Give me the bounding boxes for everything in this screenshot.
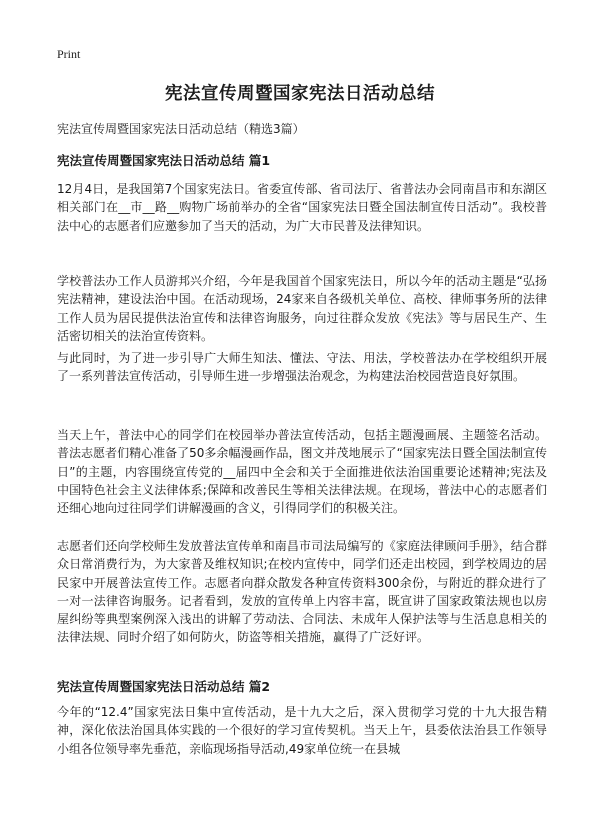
section-1-paragraph-3: 与此同时，为了进一步引导广大师生知法、懂法、守法、用法，学校普法办在学校组织开展了一系列普法宣传活动，引导师生进一步增强法治观念，为构建法治校园营造良好氛围。 (57, 351, 547, 384)
section-1-paragraph-1: 12月4日，是我国第7个国家宪法日。省委宣传部、省司法厅、省普法办会同南昌市和东湖区相关部门在__市__路__购物广场前举办的全省“国家宪法日暨全国法制宣传日活动”。我校普法中心的志愿者们应邀参加了当天的活动，为广大市民普及法律知识。 (57, 182, 547, 233)
print-link[interactable]: Print (57, 47, 81, 61)
section-1-paragraph-2: 学校普法办工作人员游邦兴介绍，今年是我国首个国家宪法日，所以今年的活动主题是“弘扬宪法精神，建设法治中国。在活动现场，24家来自各级机关单位、高校、律师事务所的法律工作人员为居民提供法治宣传和法律咨询服务，向过往群众发放《宪法》等与居民生产、生活密切相关的法治宣传资料。 (57, 274, 547, 343)
section-heading-1: 宪法宣传周暨国家宪法日活动总结 篇1 (57, 153, 271, 168)
section-2-paragraph-1: 今年的“12.4”国家宪法日集中宣传活动，是十九大之后，深入贯彻学习党的十九大报告精神，深化依法治国具体实践的一个很好的学习宣传契机。当天上午，县委依法治县工作领导小组各位领导率先垂范，亲临现场指导活动,49家单位统一在县城 (57, 705, 547, 756)
document-title: 宪法宣传周暨国家宪法日活动总结 (165, 84, 435, 104)
section-1-paragraph-4: 当天上午，普法中心的同学们在校园举办普法宣传活动，包括主题漫画展、主题签名活动。普法志愿者们精心准备了50多余幅漫画作品，图文并茂地展示了“国家宪法日暨全国法制宣传日”的主题，内容围绕宣传党的__届四中全会和关于全面推进依法治国重要论述精神;宪法及中国特色社会主义法律体系;保障和改善民生等相关法律法规。在现场，普法中心的志愿者们还细心地向过往同学们讲解漫画的含义，引得同学们的积极关注。 (57, 428, 547, 516)
section-heading-2: 宪法宣传周暨国家宪法日活动总结 篇2 (57, 679, 271, 694)
document-subtitle: 宪法宣传周暨国家宪法日活动总结（精选3篇） (57, 122, 305, 136)
section-1-paragraph-5: 志愿者们还向学校师生发放普法宣传单和南昌市司法局编写的《家庭法律顾问手册》，结合群众日常消费行为，为大家普及维权知识;在校内宣传中，同学们还走出校园，到学校周边的居民家中开展普法宣传工作。志愿者向群众散发各种宣传资料300余份，与附近的群众进行了一对一法律咨询服务。记者看到，发放的宣传单上内容丰富，既宣讲了国家政策法规也以房屋纠纷等典型案例深入浅出的讲解了劳动法、合同法、未成年人保护法等与生活息息相关的法律法规、同时介绍了如何防火，防盗等相关措施，赢得了广泛好评。 (57, 539, 547, 645)
